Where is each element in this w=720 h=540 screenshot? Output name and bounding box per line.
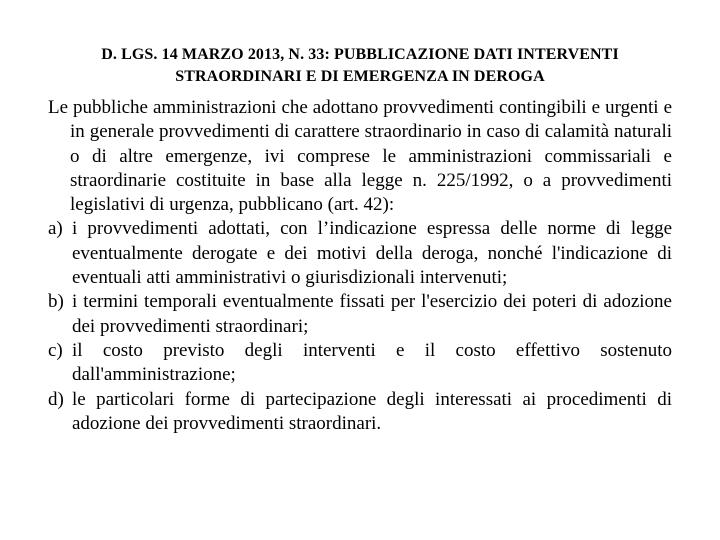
intro-paragraph: Le pubbliche amministrazioni che adottano provvedimenti contingibili e urgenti e in generale provvedimenti di carattere straordinario in caso di calamità naturali o di altre emergenze, ivi comprese le amministrazioni commissariali e straordinarie costituite in base alla legge n. 225/1992, o a provvedimenti legislativi di urgenza, pubblicano (art. 42): — [48, 97, 672, 216]
list-item-text: le particolari forme di partecipazione degli interessati ai procedimenti di adozione dei provvedimenti straordinari. — [72, 388, 672, 434]
document-title — [40, 44, 680, 88]
document-body — [48, 96, 672, 436]
list-item-text: i provvedimenti adottati, con l’indicazione espressa delle norme di legge eventualmente derogate e dei motivi della deroga, nonché l'indicazione di eventuali atti amministrativi o giurisdizionali intervenuti; — [72, 218, 672, 289]
list-item-d — [48, 388, 672, 437]
list-item-a — [48, 217, 672, 290]
title-line-1: D. LGS. 14 MARZO 2013, N. 33: PUBBLICAZIONE DATI INTERVENTI — [101, 46, 619, 63]
list-marker: b) — [48, 291, 64, 313]
list-marker: c) — [48, 339, 63, 361]
list-item-b — [48, 290, 672, 339]
list-item-text: il costo previsto degli interventi e il costo effettivo sostenuto dall'amministrazione; — [72, 339, 672, 386]
list-marker: d) — [48, 388, 64, 410]
title-line-2: STRAORDINARI E DI EMERGENZA IN DEROGA — [175, 68, 545, 85]
list-item-c — [48, 339, 672, 388]
list-marker: a) — [48, 218, 63, 240]
list-item-text: i termini temporali eventualmente fissati per l'esercizio dei poteri di adozione dei provvedimenti straordinari; — [72, 291, 672, 337]
